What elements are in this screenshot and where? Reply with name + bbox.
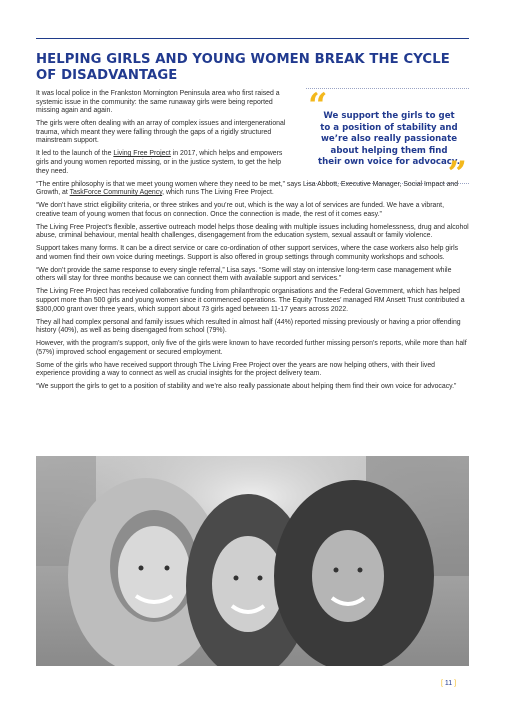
paragraph: The Living Free Project’s flexible, assertive outreach model helps those dealing with multiple issues including homelessness, drug and alcohol abuse, criminal behaviour, mental health challenges, disengagement from the education system, sexual assault or family violence.	[36, 223, 469, 240]
paragraph: It was local police in the Frankston Mornington Peninsula area who first raised a systemic issue in the community: the same runaway girls were being reported missing again and again.	[36, 90, 280, 115]
paragraph: They all had complex personal and family issues which resulted in almost half (44%) reported missing previously or having a prior offending history (40%), as well as being disengaged from school (79%).	[36, 318, 461, 335]
paragraph: “We don’t have strict eligibility criteria, or three strikes and you’re out, which is the way a lot of services are funded. We have a vibrant, creative team of young women that focus on connection. Once the connection is made, the rest of it comes easy.”	[36, 202, 445, 218]
paragraph-text: “The entire philosophy is that we meet young women where they need to be met,” says Lisa Abbott, Executive Manager, Social Impact and Growth, at	[36, 180, 459, 197]
paragraph: However, with the program’s support, only five of the girls were known to have recorded further missing person’s reports, while more than half (57%) improved school engagement or secured employment.	[36, 340, 467, 356]
close-quote-icon: ”	[447, 154, 467, 194]
article-body	[36, 86, 469, 396]
page-number-value: 11	[444, 680, 453, 687]
close-bracket: ]	[454, 680, 457, 687]
paragraph	[36, 150, 288, 176]
page-number	[441, 680, 456, 687]
pull-quote-text: We support the girls to get to a position of stability and we’re also really passionate about helping them find their own voice for advocacy.	[318, 111, 460, 168]
taskforce-link[interactable]: TaskForce Community Agency	[69, 189, 163, 197]
photo-three-young-women	[36, 456, 469, 666]
paragraph-text: in 2017, which helps and empowers girls and young women reported missing, or in the justice system, to get the help they need.	[36, 150, 283, 175]
open-quote-icon: “	[308, 86, 328, 126]
paragraph-text: It led to the launch of the	[36, 150, 114, 158]
top-rule	[36, 38, 469, 39]
paragraph-text: , which runs The Living Free Project.	[162, 189, 274, 197]
living-free-project-link[interactable]: Living Free Project	[113, 150, 171, 158]
paragraph: “We support the girls to get to a position of stability and we’re also really passionate about helping them find their own voice for advocacy.”	[36, 383, 457, 391]
paragraph: Some of the girls who have received support through The Living Free Project over the years are now helping others, with their lived experience providing a way to connect as well as crucial insights for the project delivery team.	[36, 361, 435, 378]
article-title: HELPING GIRLS AND YOUNG WOMEN BREAK THE CYCLE OF DISADVANTAGE	[36, 52, 450, 83]
paragraph: The Living Free Project has received collaborative funding from philanthropic organisations and the Federal Government, which has helped support more than 500 girls and young women since it commenced operations. The Equity Trustees’ managed RM Ansett Trust contributed a $300,000 grant over three years, which support about 73 girls aged between 11-17 years across 2022.	[36, 288, 465, 313]
paragraph: The girls were often dealing with an array of complex issues and intergenerational trauma, which meant they were falling through the gaps of a rigidly structured mainstream support.	[36, 120, 286, 145]
paragraph	[36, 181, 469, 198]
photo-illustration	[36, 456, 469, 666]
open-bracket: [	[441, 680, 443, 687]
paragraph: Support takes many forms. It can be a direct service or care co-ordination of other support services, where the case workers also help girls and women find their own voice during meetings. Support is also offered in group settings through community workshops and schools.	[36, 245, 459, 261]
paragraph: “We don’t provide the same response to every single referral,” Lisa says. “Some will stay on intensive long-term case management while others will stay for three months because we can connect them with available support and services.”	[36, 266, 452, 283]
